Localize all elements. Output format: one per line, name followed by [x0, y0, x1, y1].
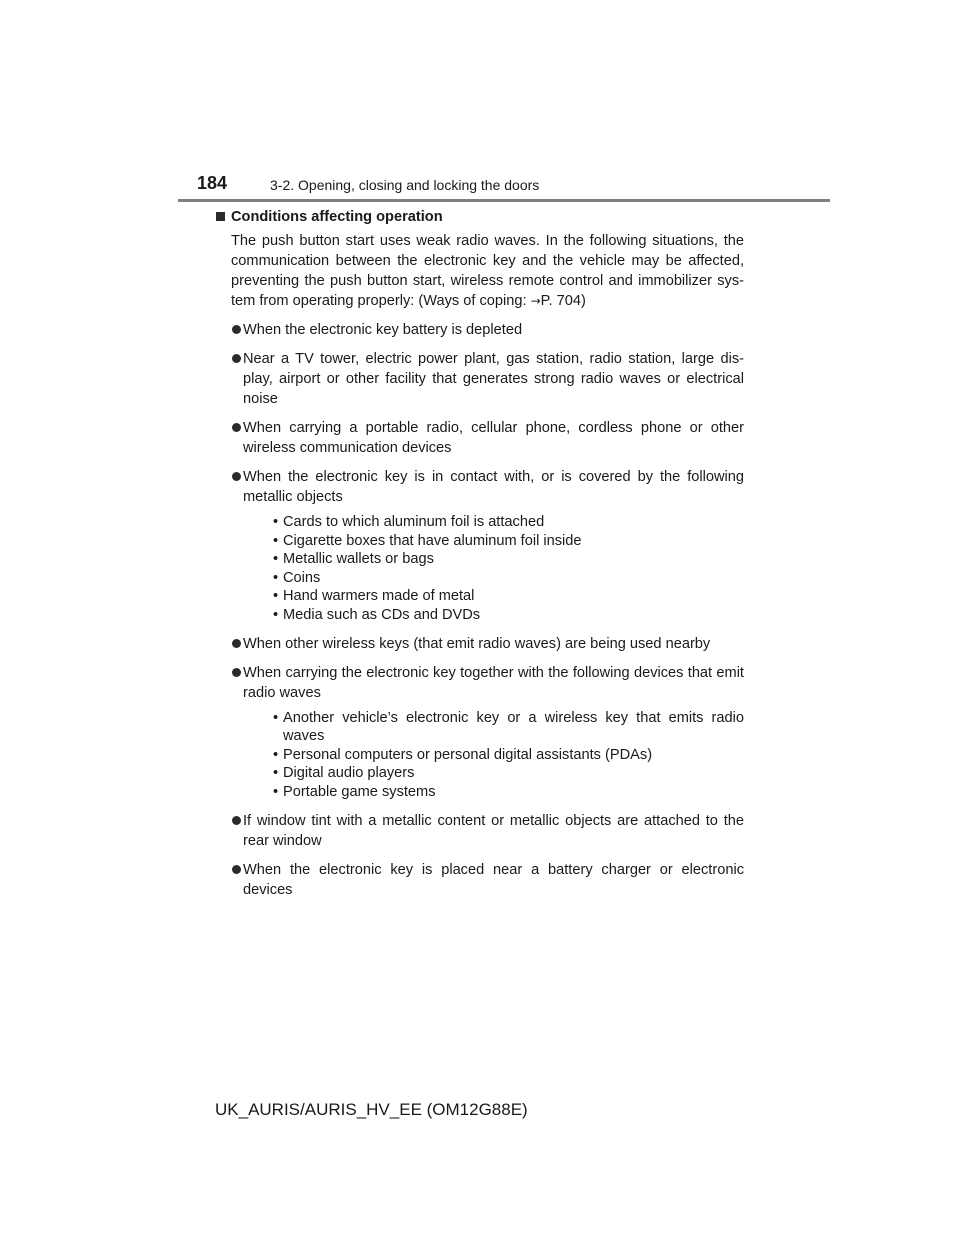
list-item-text: When other wireless keys (that emit radio waves) are being used nearby — [243, 635, 711, 652]
list-item-text: When the electronic key battery is depleted — [243, 322, 523, 338]
small-bullet-icon: • — [273, 514, 279, 530]
round-bullet-icon — [232, 472, 241, 481]
sub-list-item — [243, 513, 744, 532]
sub-list-item — [243, 764, 744, 783]
sub-list-item-text: Portable game systems — [283, 783, 436, 800]
small-bullet-icon: • — [273, 532, 279, 549]
round-bullet-icon — [232, 816, 241, 825]
list-item-text: When carrying a portable radio, cellular phone, cordless phone or other wireless communication devices — [243, 420, 744, 456]
round-bullet-icon — [232, 668, 241, 677]
list-item-text: When the electronic key is placed near a battery charger or electronic devices — [243, 861, 744, 898]
page-number: 184 — [197, 173, 228, 193]
sub-list-item — [243, 569, 744, 588]
page-reference-link[interactable]: P. 704) — [540, 293, 586, 309]
content-body — [216, 207, 744, 900]
sub-list-item-text: Media such as CDs and DVDs — [283, 606, 481, 623]
sub-list-item-text: Another vehicle’s electronic key or a wireless key that emits radio waves — [283, 709, 744, 745]
sub-list-item-text: Cigarette boxes that have aluminum foil inside — [283, 532, 582, 549]
sub-list-item — [243, 550, 744, 569]
list-item-text: When carrying the electronic key together with the following devices that emit radio waves — [243, 664, 744, 701]
sub-list-item-text: Coins — [283, 569, 321, 586]
sub-list-item — [243, 746, 744, 765]
small-bullet-icon: • — [273, 709, 279, 726]
list-item — [216, 320, 744, 340]
sub-list-item — [243, 532, 744, 551]
sub-list-item — [243, 606, 744, 625]
header-divider — [178, 199, 830, 202]
sub-list-item — [243, 587, 744, 606]
list-item — [216, 811, 744, 851]
sub-list-item-text: Hand warmers made of metal — [283, 588, 475, 605]
small-bullet-icon: • — [273, 783, 279, 800]
small-bullet-icon: • — [273, 746, 279, 763]
list-item — [216, 663, 744, 802]
intro-text: The push button start uses weak radio waves. In the following situations, the communication between the electronic key and the vehicle may be affected, preventing the push button start, wireless remote control and immobilizer sys- tem from operating properly: (Ways of coping: — [231, 233, 744, 309]
list-item — [216, 349, 744, 409]
sub-list-item-text: Personal computers or personal digital assistants (PDAs) — [283, 746, 653, 763]
list-item — [216, 467, 744, 625]
sub-list-item-text: Metallic wallets or bags — [283, 551, 434, 568]
page-header — [178, 172, 830, 202]
section-heading-text: Conditions affecting operation — [231, 209, 443, 225]
sub-list-item-text: Cards to which aluminum foil is attached — [283, 514, 545, 530]
conditions-list — [216, 320, 744, 900]
small-bullet-icon: • — [273, 588, 279, 605]
sub-list — [243, 709, 744, 802]
round-bullet-icon — [232, 354, 241, 363]
small-bullet-icon: • — [273, 551, 279, 568]
sub-list-item-text: Digital audio players — [283, 765, 415, 782]
list-item-text: If window tint with a metallic content or metallic objects are attached to the rear window — [243, 812, 744, 849]
intro-paragraph — [231, 231, 744, 311]
round-bullet-icon — [232, 325, 241, 334]
list-item — [216, 860, 744, 900]
document-code: UK_AURIS/AURIS_HV_EE (OM12G88E) — [215, 1100, 528, 1119]
square-bullet-icon — [216, 212, 225, 221]
list-item-text: When the electronic key is in contact with, or is covered by the following metallic objects — [243, 469, 744, 505]
section-heading — [216, 207, 744, 227]
round-bullet-icon — [232, 639, 241, 648]
small-bullet-icon: • — [273, 606, 279, 623]
list-item — [216, 634, 744, 654]
round-bullet-icon — [232, 423, 241, 432]
list-item-text: Near a TV tower, electric power plant, gas station, radio station, large dis- play, airport or other facility that generates strong radio waves or electrical noise — [243, 351, 744, 407]
sub-list — [243, 513, 744, 625]
round-bullet-icon — [232, 865, 241, 874]
arrow-icon: → — [530, 294, 541, 308]
small-bullet-icon: • — [273, 765, 279, 782]
sub-list-item — [243, 783, 744, 802]
section-title: 3-2. Opening, closing and locking the doors — [270, 177, 540, 193]
sub-list-item — [243, 709, 744, 746]
list-item — [216, 418, 744, 458]
small-bullet-icon: • — [273, 569, 279, 586]
